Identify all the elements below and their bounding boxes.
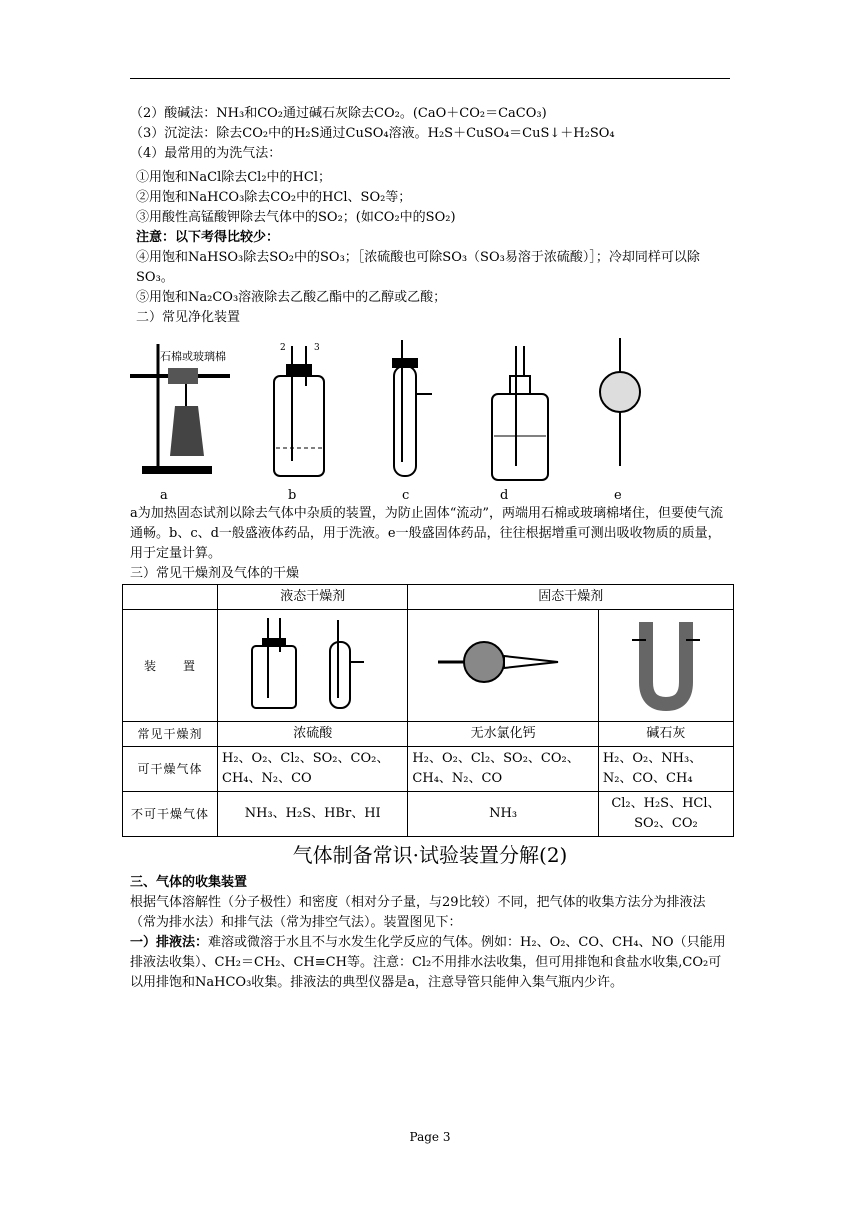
paragraph (130, 933, 730, 993)
apparatus-c-icon (380, 336, 440, 486)
table-cell (218, 610, 408, 722)
text-line: ④用饱和NaHSO₃除去SO₂中的SO₃；［浓硫酸也可除SO₃（SO₃易溶于浓硫酸）］；冷却同样可以除SO₃。 (136, 250, 700, 285)
section-heading: 三、气体的收集装置 (130, 875, 248, 890)
fig-label: b (288, 488, 297, 503)
table-cell: H₂、O₂、Cl₂、SO₂、CO₂、CH₄、N₂、CO (218, 747, 408, 792)
table-cell: NH₃ (408, 792, 598, 837)
fig-label: d (500, 488, 509, 503)
apparatus-a-icon (130, 336, 240, 486)
table-header: 固态干燥剂 (408, 585, 734, 610)
table-cell: 碱石灰 (598, 722, 733, 747)
subsection-title: 三）常见干燥剂及气体的干燥 (130, 566, 300, 581)
table-cell (408, 610, 598, 722)
table-cell: Cl₂、H₂S、HCl、SO₂、CO₂ (598, 792, 733, 837)
text-line: ②用饱和NaHCO₃除去CO₂中的HCl、SO₂等； (136, 190, 412, 205)
table-cell (123, 585, 218, 610)
row-head: 可干燥气体 (123, 747, 218, 792)
text-line: ⑤用饱和Na₂CO₃溶液除去乙酸乙酯中的乙醇或乙酸； (136, 290, 447, 305)
table-cell: 浓硫酸 (218, 722, 408, 747)
apparatus-b-icon (260, 336, 340, 486)
method-label: 一）排液法： (130, 935, 209, 950)
page-footer: Page 3 (409, 1130, 451, 1144)
fig-label: a (160, 488, 168, 503)
row-head: 装 置 (123, 610, 218, 722)
drying-tube-icon (428, 632, 578, 692)
svg-text:2: 2 (280, 343, 286, 353)
header-rule (130, 78, 730, 79)
note-label: 注意：以下考得比较少： (136, 230, 280, 245)
wash-bottle-icon (238, 612, 388, 712)
fig-label: e (614, 488, 622, 503)
callout-label: 石棉或玻璃棉 (160, 350, 226, 363)
apparatus-e-icon (590, 336, 650, 486)
paragraph: 根据气体溶解性（分子极性）和密度（相对分子量，与29比较）不同，把气体的收集方法分为排液法（常为排水法）和排气法（常为排空气法）。装置图见下： (130, 895, 706, 930)
text-line: （4）最常用的为洗气法： (130, 146, 282, 161)
table-cell: 无水氯化钙 (408, 722, 598, 747)
row-head: 常见干燥剂 (123, 722, 218, 747)
table-cell: NH₃、H₂S、HBr、HI (218, 792, 408, 837)
subsection-title: 二）常见净化装置 (136, 310, 241, 325)
text-line: （2）酸碱法：NH₃和CO₂通过碱石灰除去CO₂。(CaO＋CO₂＝CaCO₃) (130, 106, 547, 121)
page-content (130, 104, 730, 993)
text-line: ①用饱和NaCl除去Cl₂中的HCl； (136, 170, 331, 185)
u-tube-icon (616, 612, 716, 712)
method-text: 难溶或微溶于水且不与水发生化学反应的气体。例如：H₂、O₂、CO、CH₄、NO（只能用排液法收集）、CH₂＝CH₂、CH≡CH等。注意：Cl₂不用排水法收集，但可用排饱和食盐水收集,CO₂可以用排饱和NaHCO₃收集。排液法的典型仪器是a，注意导管只能伸入集气瓶内少许。 (130, 935, 726, 990)
purification-apparatus-figure (130, 336, 730, 486)
text-line: （3）沉淀法：除去CO₂中的H₂S通过CuSO₄溶液。H₂S＋CuSO₄＝CuS↓＋H₂SO₄ (130, 126, 615, 141)
text-line: ③用酸性高锰酸钾除去气体中的SO₂；(如CO₂中的SO₂) (136, 210, 456, 225)
table-cell: H₂、O₂、Cl₂、SO₂、CO₂、CH₄、N₂、CO (408, 747, 598, 792)
section-title: 气体制备常识·试验装置分解(2) (292, 843, 568, 867)
table-header: 液态干燥剂 (218, 585, 408, 610)
svg-text:3: 3 (314, 343, 320, 353)
table-cell (598, 610, 733, 722)
drying-table (122, 584, 734, 837)
paragraph: a为加热固态试剂以除去气体中杂质的装置，为防止固体“流动”，两端用石棉或玻璃棉堵住，但要使气流通畅。b、c、d一般盛液体药品，用于洗液。e一般盛固体药品，往往根据增重可测出吸收物质的质量，用于定量计算。 (130, 506, 724, 561)
apparatus-d-icon (480, 336, 560, 486)
fig-label: c (402, 488, 410, 503)
row-head: 不可干燥气体 (123, 792, 218, 837)
table-cell: H₂、O₂、NH₃、N₂、CO、CH₄ (598, 747, 733, 792)
figure-labels (130, 486, 730, 504)
